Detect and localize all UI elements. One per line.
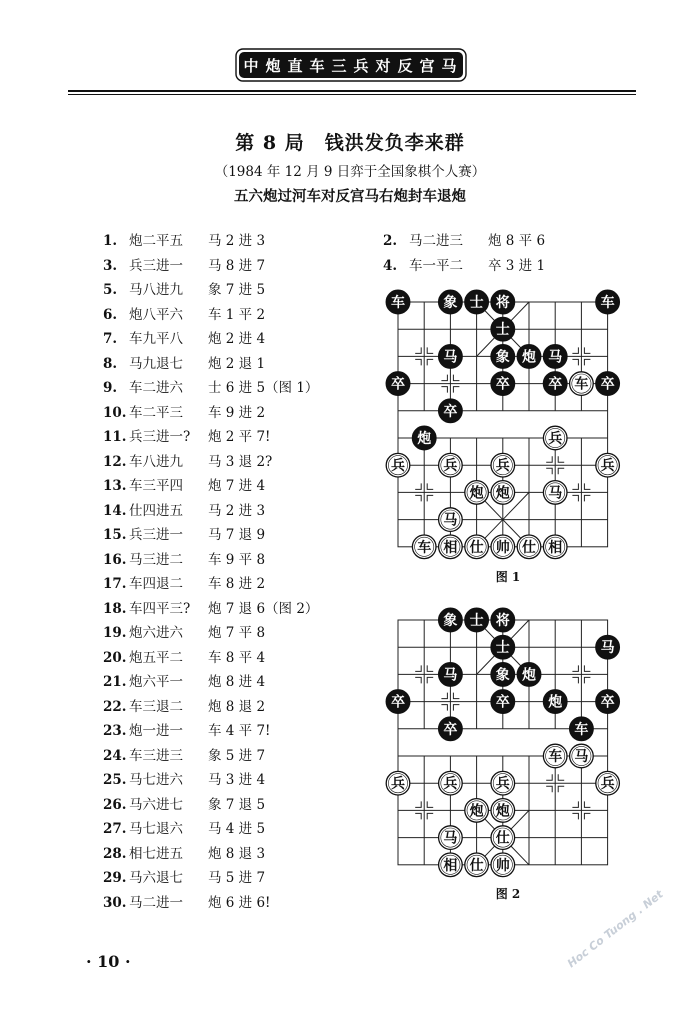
black-piece	[517, 663, 541, 687]
move-row	[103, 450, 318, 475]
figure-2-caption: 图 2	[495, 887, 521, 901]
piece-char: 车	[600, 295, 615, 311]
move-row	[103, 548, 318, 573]
red-piece	[596, 771, 620, 795]
move-row	[103, 278, 318, 303]
move-row	[103, 597, 318, 622]
red-move: 车四退二	[129, 576, 183, 592]
red-piece	[465, 853, 489, 877]
black-move: 马 5 进 7	[208, 870, 266, 886]
move-number: 8.	[103, 355, 118, 372]
move-number: 4.	[383, 257, 398, 274]
red-piece	[439, 453, 463, 477]
red-move: 兵三进一	[129, 257, 183, 274]
move-number: 19.	[103, 625, 127, 641]
piece-char: 卒	[495, 694, 510, 711]
red-piece	[543, 744, 567, 768]
black-piece	[491, 635, 515, 659]
move-row	[103, 646, 318, 671]
move-row	[383, 229, 545, 254]
banner-char: 对	[375, 57, 391, 75]
piece-char: 炮	[548, 694, 563, 711]
black-piece	[491, 608, 515, 632]
piece-char: 炮	[495, 485, 510, 502]
red-move: 马二进三	[409, 233, 463, 249]
move-row	[103, 768, 318, 793]
banner-char: 中	[243, 57, 259, 75]
black-piece	[596, 372, 620, 396]
move-number: 2.	[383, 233, 398, 249]
red-piece	[570, 372, 594, 396]
piece-char: 马	[600, 640, 615, 657]
black-piece	[543, 345, 567, 369]
piece-char: 仕	[495, 830, 510, 847]
black-piece	[596, 635, 620, 659]
red-piece	[491, 771, 515, 795]
black-move: 炮 7 进 4	[208, 478, 266, 494]
banner-char: 车	[309, 57, 325, 75]
piece-char: 车	[391, 295, 405, 311]
black-move: 炮 7 退 6（图 2）	[208, 600, 319, 617]
red-piece	[439, 535, 463, 559]
banner-char: 马	[441, 57, 457, 75]
move-number: 21.	[103, 674, 127, 690]
black-piece	[543, 690, 567, 714]
piece-char: 将	[495, 295, 510, 311]
black-piece	[491, 317, 515, 341]
black-piece	[543, 372, 567, 396]
header-banner	[235, 48, 467, 82]
red-move: 兵三进一	[129, 527, 183, 543]
move-row	[103, 327, 318, 352]
move-number: 6.	[103, 306, 118, 323]
site-watermark: Hoc Co Tuong . Net	[565, 887, 666, 971]
move-row	[103, 744, 318, 769]
red-piece	[491, 853, 515, 877]
move-number: 1.	[103, 233, 118, 249]
red-move: 马六退七	[129, 870, 183, 886]
red-move: 车一平二	[409, 257, 463, 274]
black-move: 卒 3 进 1	[488, 257, 546, 274]
move-row	[103, 254, 318, 279]
move-row	[103, 352, 318, 377]
piece-char: 兵	[600, 776, 615, 793]
piece-char: 炮	[469, 803, 484, 820]
red-move: 炮六平一	[129, 674, 183, 690]
piece-char: 卒	[443, 403, 458, 420]
red-move: 炮二平五	[129, 233, 183, 249]
red-piece	[386, 453, 410, 477]
piece-char: 兵	[548, 431, 563, 447]
red-move: 马三进二	[129, 551, 183, 568]
piece-char: 马	[548, 485, 563, 502]
red-piece	[439, 853, 463, 877]
xiangqi-board-figure-1	[380, 285, 636, 570]
header-rule	[68, 90, 636, 92]
move-row	[383, 254, 545, 279]
piece-char: 士	[469, 295, 484, 311]
piece-char: 马	[443, 512, 458, 529]
piece-char: 卒	[443, 721, 458, 738]
piece-char: 卒	[600, 694, 615, 711]
red-piece	[543, 426, 567, 450]
piece-char: 相	[548, 539, 563, 556]
move-number: 14.	[103, 502, 127, 519]
move-number: 12.	[103, 453, 127, 470]
black-move: 象 7 退 5	[208, 796, 266, 813]
black-move: 马 7 退 9	[208, 527, 266, 543]
piece-char: 士	[469, 613, 484, 629]
piece-char: 帅	[495, 857, 510, 874]
black-move: 车 1 平 2	[208, 306, 266, 323]
red-piece	[465, 481, 489, 505]
black-move: 车 8 进 2	[208, 576, 266, 592]
move-number: 22.	[103, 698, 127, 715]
black-piece	[412, 426, 436, 450]
move-number: 3.	[103, 257, 118, 274]
banner-char: 兵	[353, 57, 369, 75]
xiangqi-board-figure-2	[380, 603, 636, 888]
piece-char: 象	[495, 667, 510, 684]
red-move: 车四平三?	[129, 600, 191, 617]
black-move: 马 3 进 4	[208, 772, 266, 788]
red-move: 马九退七	[129, 355, 183, 372]
move-number: 25.	[103, 772, 127, 788]
piece-char: 象	[443, 613, 458, 629]
move-row	[103, 425, 318, 450]
black-move: 炮 6 进 6!	[208, 894, 271, 911]
move-number: 16.	[103, 551, 127, 568]
red-piece	[439, 771, 463, 795]
red-piece	[491, 481, 515, 505]
red-move: 车二平三	[129, 404, 183, 421]
black-move: 马 8 进 7	[208, 257, 266, 274]
move-list-left	[103, 229, 318, 915]
piece-char: 相	[443, 539, 458, 556]
opening-name: 五六炮过河车对反宫马右炮封车退炮	[234, 189, 466, 205]
black-move: 炮 8 退 2	[208, 698, 266, 715]
move-number: 29.	[103, 870, 127, 886]
black-move: 象 5 进 7	[208, 747, 266, 764]
game-title: 第 8 局 钱洪发负李来群	[235, 132, 465, 154]
header-rule-thin	[68, 94, 636, 95]
red-move: 车三进三	[129, 747, 183, 764]
black-piece	[439, 663, 463, 687]
piece-char: 马	[443, 667, 458, 684]
banner-char: 三	[331, 57, 347, 75]
red-move: 车八进九	[129, 453, 183, 470]
black-piece	[596, 290, 620, 314]
red-piece	[465, 535, 489, 559]
piece-char: 车	[417, 539, 432, 556]
move-list-right	[383, 229, 545, 278]
black-move: 马 4 进 5	[208, 821, 266, 837]
piece-char: 卒	[548, 376, 563, 393]
red-move: 马八进九	[129, 282, 183, 298]
red-move: 仕四进五	[129, 502, 183, 519]
banner-char: 宫	[419, 57, 435, 75]
piece-char: 马	[443, 349, 458, 366]
piece-char: 兵	[495, 776, 510, 793]
move-number: 5.	[103, 282, 118, 298]
move-number: 28.	[103, 845, 127, 862]
red-move: 马七进六	[129, 772, 183, 788]
black-move: 炮 8 退 3	[208, 845, 266, 862]
black-move: 炮 2 平 7!	[208, 429, 271, 445]
move-number: 27.	[103, 821, 127, 837]
black-piece	[491, 290, 515, 314]
piece-char: 兵	[495, 458, 510, 475]
black-piece	[386, 372, 410, 396]
black-piece	[517, 345, 541, 369]
page-number: · 10 ·	[86, 952, 131, 971]
piece-char: 将	[495, 613, 510, 629]
move-row	[103, 719, 318, 744]
black-move: 炮 8 进 4	[208, 674, 266, 690]
move-row	[103, 523, 318, 548]
move-number: 13.	[103, 478, 127, 494]
move-row	[103, 474, 318, 499]
black-piece	[439, 290, 463, 314]
red-piece	[491, 799, 515, 823]
black-piece	[596, 690, 620, 714]
red-piece	[596, 453, 620, 477]
black-piece	[386, 290, 410, 314]
piece-char: 炮	[495, 803, 510, 820]
move-row	[103, 793, 318, 818]
piece-char: 兵	[391, 458, 405, 475]
move-number: 26.	[103, 796, 127, 813]
black-move: 象 7 进 5	[208, 282, 266, 298]
red-move: 兵三进一?	[129, 429, 191, 445]
black-piece	[439, 717, 463, 741]
black-move: 炮 2 退 1	[208, 355, 266, 372]
move-number: 20.	[103, 649, 127, 666]
black-piece	[491, 690, 515, 714]
piece-char: 士	[495, 640, 510, 657]
move-number: 30.	[103, 894, 127, 911]
move-number: 23.	[103, 723, 127, 739]
move-number: 7.	[103, 331, 118, 347]
red-move: 车九平八	[129, 331, 183, 347]
piece-char: 卒	[600, 376, 615, 393]
move-row	[103, 817, 318, 842]
move-row	[103, 229, 318, 254]
black-move: 炮 2 进 4	[208, 331, 266, 347]
black-move: 炮 7 平 8	[208, 625, 266, 641]
red-move: 炮一进一	[129, 723, 183, 739]
piece-char: 卒	[391, 694, 405, 711]
piece-char: 士	[495, 322, 510, 339]
black-move: 车 8 平 4	[208, 649, 266, 666]
piece-char: 马	[574, 749, 589, 765]
red-piece	[465, 799, 489, 823]
black-piece	[439, 608, 463, 632]
banner-char: 直	[287, 57, 303, 75]
black-piece	[439, 345, 463, 369]
piece-char: 卒	[391, 376, 405, 393]
move-number: 9.	[103, 380, 118, 396]
black-piece	[386, 690, 410, 714]
piece-char: 兵	[391, 776, 405, 793]
piece-char: 马	[443, 830, 458, 847]
red-piece	[491, 535, 515, 559]
black-move: 车 9 平 8	[208, 551, 266, 568]
move-number: 11.	[103, 429, 127, 445]
move-row	[103, 376, 318, 401]
black-piece	[491, 663, 515, 687]
red-piece	[491, 826, 515, 850]
banner-char: 炮	[265, 57, 281, 75]
black-move: 马 2 进 3	[208, 233, 266, 249]
black-piece	[570, 717, 594, 741]
piece-char: 兵	[600, 458, 615, 475]
red-piece	[491, 453, 515, 477]
black-move: 士 6 进 5（图 1）	[208, 380, 319, 396]
banner-char: 反	[397, 57, 413, 75]
black-move: 车 9 进 2	[208, 404, 266, 421]
piece-char: 相	[443, 857, 458, 874]
piece-char: 车	[548, 749, 563, 765]
move-row	[103, 842, 318, 867]
move-row	[103, 303, 318, 328]
piece-char: 炮	[417, 431, 432, 447]
red-piece	[543, 481, 567, 505]
red-move: 马二进一	[129, 894, 183, 911]
move-row	[103, 891, 318, 916]
piece-char: 帅	[495, 539, 510, 556]
move-row	[103, 670, 318, 695]
move-row	[103, 695, 318, 720]
piece-char: 车	[574, 376, 589, 393]
move-row	[103, 499, 318, 524]
red-move: 炮五平二	[129, 649, 183, 666]
game-subtitle: （1984 年 12 月 9 日弈于全国象棋个人赛）	[214, 164, 486, 180]
move-row	[103, 866, 318, 891]
move-row	[103, 621, 318, 646]
red-piece	[386, 771, 410, 795]
move-number: 24.	[103, 747, 127, 764]
piece-char: 仕	[522, 539, 536, 556]
move-number: 15.	[103, 527, 127, 543]
black-move: 马 2 进 3	[208, 502, 266, 519]
move-row	[103, 572, 318, 597]
move-number: 17.	[103, 576, 127, 592]
piece-char: 象	[443, 295, 458, 311]
black-piece	[491, 372, 515, 396]
piece-char: 炮	[522, 349, 536, 366]
red-piece	[439, 826, 463, 850]
red-piece	[543, 535, 567, 559]
black-piece	[465, 290, 489, 314]
black-piece	[439, 399, 463, 423]
piece-char: 兵	[443, 458, 458, 475]
red-move: 车二进六	[129, 380, 183, 396]
black-move: 炮 8 平 6	[488, 233, 546, 249]
black-move: 马 3 退 2?	[208, 453, 273, 470]
move-number: 18.	[103, 600, 127, 617]
piece-char: 马	[548, 349, 563, 366]
piece-char: 兵	[443, 776, 458, 793]
move-number: 10.	[103, 404, 127, 421]
piece-char: 炮	[469, 485, 484, 502]
figure-1-caption: 图 1	[495, 570, 521, 584]
piece-char: 仕	[469, 857, 484, 874]
red-move: 炮六进六	[129, 625, 183, 641]
red-move: 马七退六	[129, 821, 183, 837]
red-piece	[517, 535, 541, 559]
red-move: 马六进七	[129, 796, 183, 813]
black-piece	[491, 345, 515, 369]
red-piece	[570, 744, 594, 768]
red-piece	[412, 535, 436, 559]
red-piece	[439, 508, 463, 532]
piece-char: 炮	[522, 667, 536, 684]
piece-char: 卒	[495, 376, 510, 393]
piece-char: 仕	[469, 539, 484, 556]
black-piece	[465, 608, 489, 632]
piece-char: 车	[574, 721, 589, 738]
piece-char: 象	[495, 349, 510, 366]
move-row	[103, 401, 318, 426]
red-move: 相七进五	[129, 845, 183, 862]
red-move: 炮八平六	[129, 306, 183, 323]
black-move: 车 4 平 7!	[208, 723, 271, 739]
red-move: 车三退二	[129, 698, 183, 715]
red-move: 车三平四	[129, 478, 183, 494]
